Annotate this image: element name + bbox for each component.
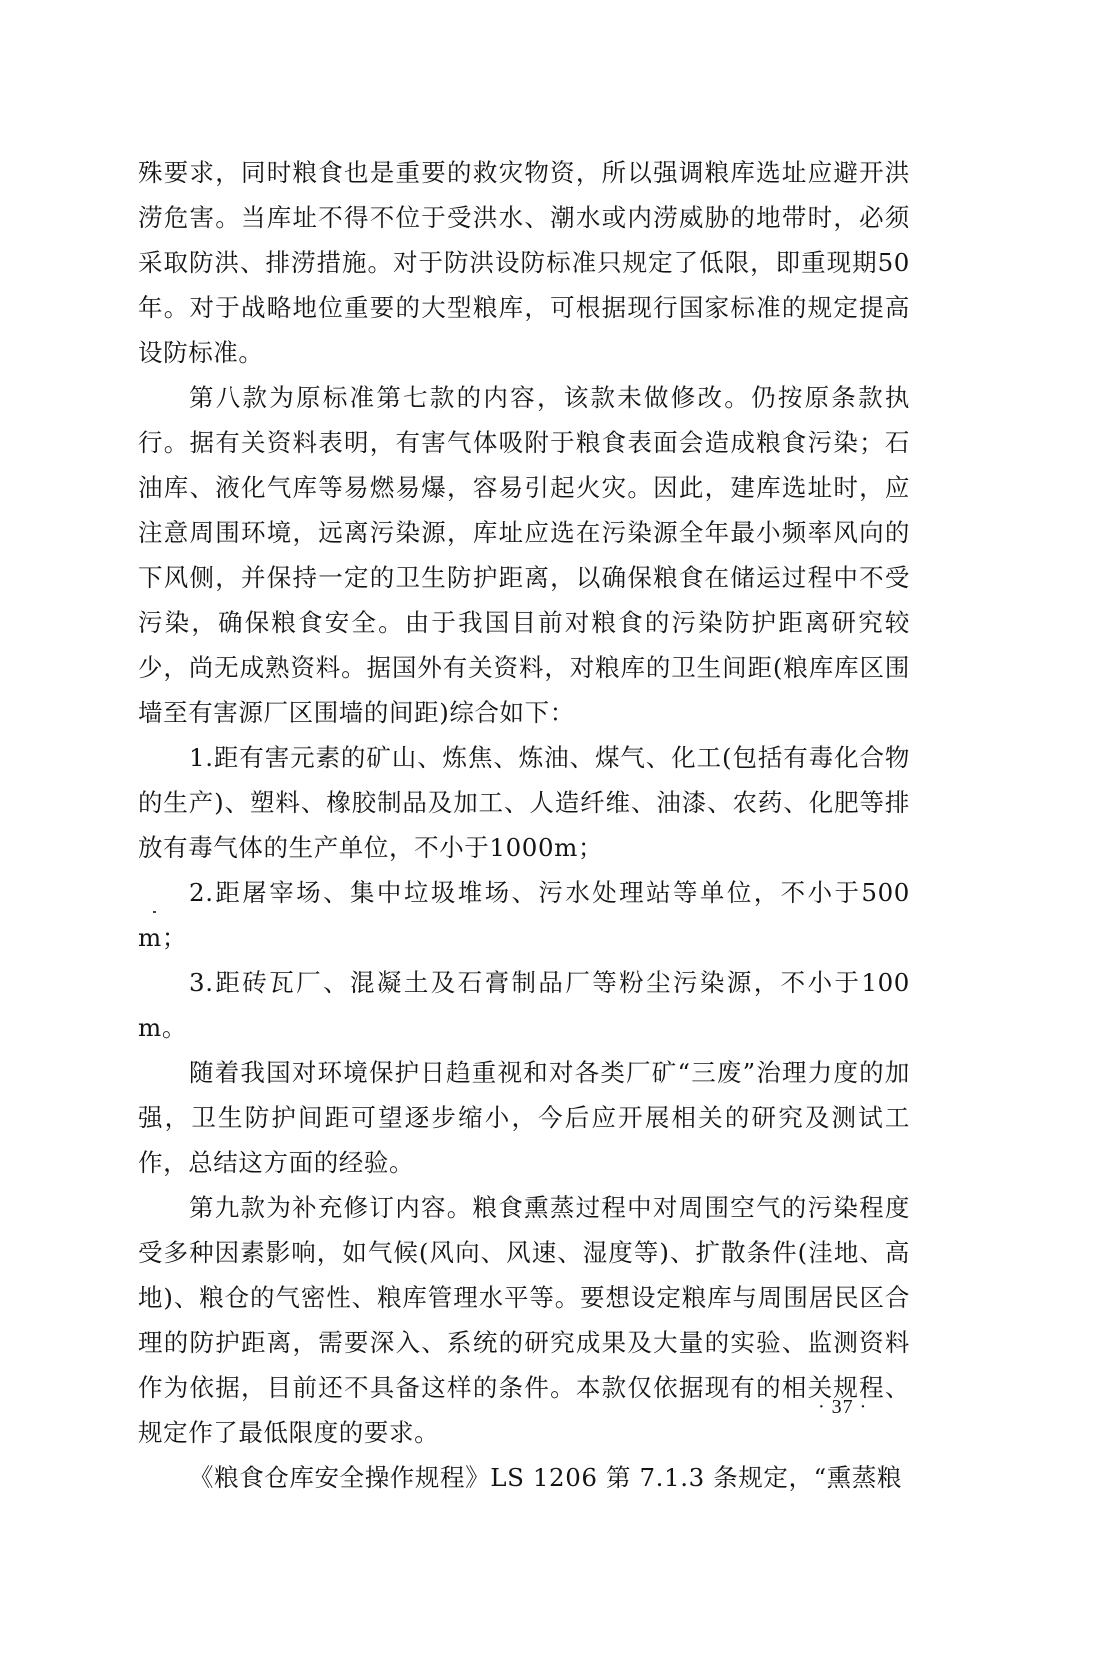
list-item-distance-1: 1.距有害元素的矿山、炼焦、炼油、煤气、化工(包括有毒化合物的生产)、塑料、橡胶制品及加工、人造纤维、油漆、农药、化肥等排放有毒气体的生产单位，不小于1000m； [138, 743, 910, 862]
page-number: · 37 · [818, 1396, 868, 1418]
paragraph-flood-continuation: 殊要求，同时粮食也是重要的救灾物资，所以强调粮库选址应避开洪涝危害。当库址不得不位于受洪水、潮水或内涝威胁的地带时，必须采取防洪、排涝措施。对于防洪设防标准只规定了低限，即重现期50年。对于战略地位重要的大型粮库，可根据现行国家标准的规定提高设防标准。 [138, 158, 910, 367]
scan-speck [153, 911, 156, 913]
paragraph-clause-nine: 第九款为补充修订内容。粮食熏蒸过程中对周围空气的污染程度受多种因素影响，如气候(风向、风速、湿度等)、扩散条件(洼地、高地)、粮仓的气密性、粮库管理水平等。要想设定粮库与周围居民区合理的防护距离，需要深入、系统的研究成果及大量的实验、监测资料作为依据，目前还不具备这样的条件。本款仅依据现有的相关规程、规定作了最低限度的要求。 [138, 1193, 910, 1447]
paragraph-environment: 随着我国对环境保护日趋重视和对各类厂矿“三废”治理力度的加强，卫生防护间距可望逐步缩小，今后应开展相关的研究及测试工作，总结这方面的经验。 [138, 1058, 910, 1177]
body-text [138, 150, 910, 1500]
paragraph-regulation-quote: 《粮食仓库安全操作规程》LS 1206 第 7.1.3 条规定，“熏蒸粮 [189, 1463, 903, 1492]
paragraph-clause-eight: 第八款为原标准第七款的内容，该款未做修改。仍按原条款执行。据有关资料表明，有害气体吸附于粮食表面会造成粮食污染；石油库、液化气库等易燃易爆，容易引起火灾。因此，建库选址时，应注意周围环境，远离污染源，库址应选在污染源全年最小频率风向的下风侧，并保持一定的卫生防护距离，以确保粮食在储运过程中不受污染，确保粮食安全。由于我国目前对粮食的污染防护距离研究较少，尚无成熟资料。据国外有关资料，对粮库的卫生间距(粮库库区围墙至有害源厂区围墙的间距)综合如下： [138, 383, 910, 727]
list-item-distance-3: 3.距砖瓦厂、混凝土及石膏制品厂等粉尘污染源，不小于100m。 [138, 968, 910, 1042]
list-item-distance-2: 2.距屠宰场、集中垃圾堆场、污水处理站等单位，不小于500m； [138, 878, 910, 952]
